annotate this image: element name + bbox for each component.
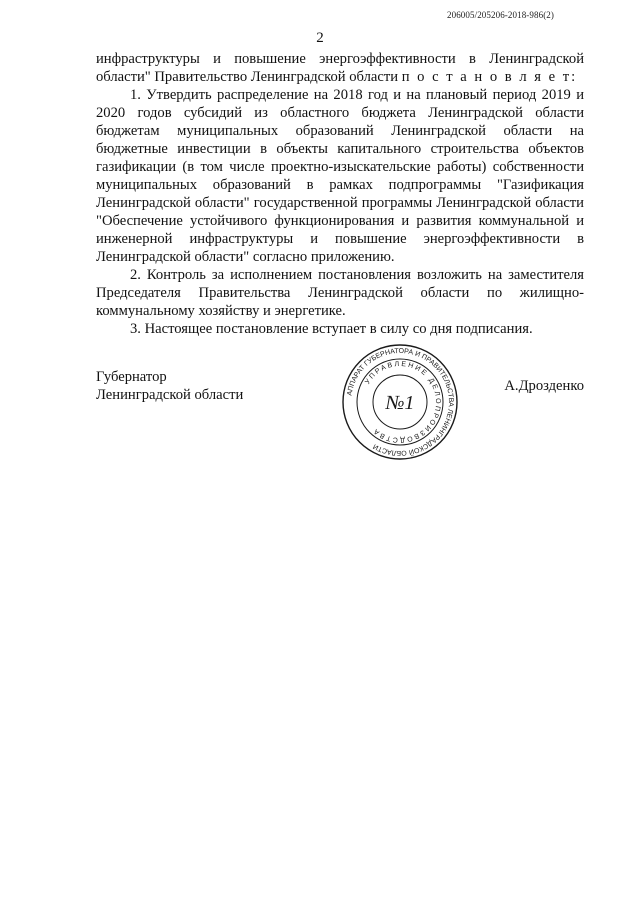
preamble-text: инфраструктуры и повышение энергоэффективности в Ленинградской области" Правительство Ленинградской области <box>96 51 584 85</box>
seal-inner-text: УПРАВЛЕНИЕ ДЕЛОПРОИЗВОДСТВА <box>364 360 442 444</box>
decree-word: п о с т а н о в л я е т: <box>401 69 578 85</box>
document-body <box>96 50 584 338</box>
document-id: 206005/205206-2018-986(2) <box>447 10 554 20</box>
paragraph-2: 2. Контроль за исполнением постановления возложить на заместителя Председателя Правительства Ленинградской области по жилищно-коммунальному хозяйству и энергетике. <box>96 267 584 319</box>
signatory-title-line1: Губернатор <box>96 369 167 385</box>
signatory-title <box>96 368 243 404</box>
signatory-title-line2: Ленинградской области <box>96 387 244 403</box>
seal-outer-text: АППАРАТ ГУБЕРНАТОРА И ПРАВИТЕЛЬСТВА ЛЕНИНГРАДСКОЙ ОБЛАСТИ <box>346 347 455 457</box>
page-number: 2 <box>316 30 324 46</box>
seal-center-number: №1 <box>385 392 415 414</box>
signatory-name: А.Дрозденко <box>504 378 584 394</box>
official-seal <box>340 342 460 462</box>
paragraph-3: 3. Настоящее постановление вступает в силу со дня подписания. <box>130 321 533 337</box>
preamble-paragraph <box>96 50 584 86</box>
paragraph-1: 1. Утвердить распределение на 2018 год и на плановый период 2019 и 2020 годов субсидий из областного бюджета Ленинградской области бюджетам муниципальных образований Ленинградской области на бюджетные инвестиции в объекты капитального строительства объектов газификации (в том числе проектно-изыскательские работы) собственности муниципальных образований в рамках подпрограммы "Газификация Ленинградской области" государственной программы Ленинградской области "Обеспечение устойчивого функционирования и развития коммунальной и инженерной инфраструктуры и повышение энергоэффективности в Ленинградской области" согласно приложению. <box>96 87 584 265</box>
